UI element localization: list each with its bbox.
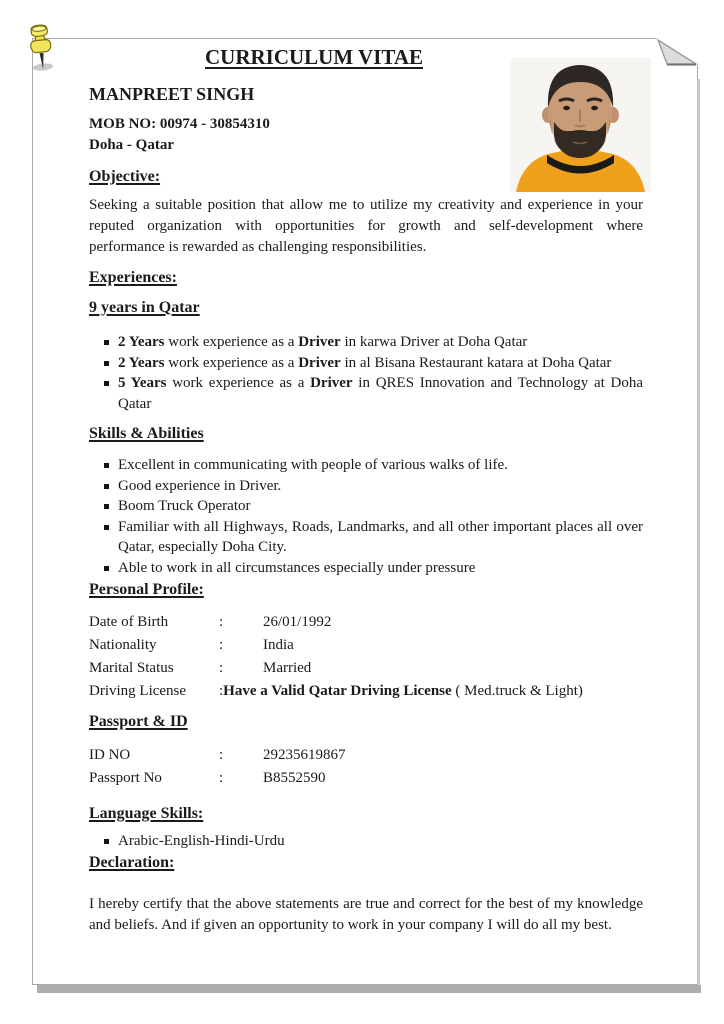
experience-years: 2 Years xyxy=(118,354,165,371)
skills-heading: Skills & Abilities xyxy=(89,425,204,442)
license-bold-text: Have a Valid Qatar Driving License xyxy=(223,683,452,699)
profile-value: 26/01/1992 xyxy=(263,614,332,630)
experience-role: Driver xyxy=(298,334,341,350)
profile-label: Nationality xyxy=(89,637,157,653)
profile-value: India xyxy=(263,637,294,653)
skill-item: Able to work in all circumstances especially under pressure xyxy=(104,558,643,579)
profile-colon: : xyxy=(219,637,224,653)
folded-corner-icon xyxy=(652,38,698,68)
license-note: ( Med.truck & Light) xyxy=(451,683,583,699)
passport-label: Passport No xyxy=(89,770,162,786)
language-item: Arabic-English-Hindi-Urdu xyxy=(104,831,643,851)
skills-list xyxy=(89,455,643,578)
profile-colon: : xyxy=(219,660,224,676)
pushpin-icon xyxy=(22,23,62,77)
profile-table xyxy=(89,611,643,703)
candidate-name: MANPREET SINGH xyxy=(89,84,255,104)
experience-text: work experience as a xyxy=(164,334,299,350)
driving-license-value xyxy=(219,680,643,703)
language-skills-heading: Language Skills: xyxy=(89,805,204,822)
experience-years: 2 Years xyxy=(118,334,165,350)
experience-role: Driver xyxy=(310,375,353,391)
experience-list xyxy=(89,332,643,414)
mobile-number: MOB NO: 00974 - 30854310 xyxy=(89,116,270,132)
language-list xyxy=(89,831,643,851)
passport-colon: : xyxy=(219,770,224,786)
profile-row xyxy=(89,657,643,680)
passport-heading: Passport & ID xyxy=(89,713,188,730)
cv-content xyxy=(89,45,643,936)
skill-item: Boom Truck Operator xyxy=(104,496,643,517)
experience-duration-heading: 9 years in Qatar xyxy=(89,299,200,316)
personal-profile-heading: Personal Profile: xyxy=(89,581,204,598)
experience-item xyxy=(104,373,643,414)
passport-label: ID NO xyxy=(89,747,131,763)
experience-text: in karwa Driver at Doha Qatar xyxy=(340,334,528,350)
passport-value: 29235619867 xyxy=(263,747,346,763)
skill-item: Good experience in Driver. xyxy=(104,476,643,497)
passport-row xyxy=(89,744,643,767)
declaration-text: I hereby certify that the above statements are true and correct for the best of my knowledge and beliefs. And if given an opportunity to work in your company I will do all my best. xyxy=(89,896,643,933)
profile-row xyxy=(89,634,643,657)
profile-colon: : xyxy=(219,614,224,630)
experience-item xyxy=(104,353,643,374)
experience-text: in QRES Innovation and Technology at Doha Qatar xyxy=(118,375,643,412)
profile-label: Marital Status xyxy=(89,660,174,676)
page-title: CURRICULUM VITAE xyxy=(205,45,423,69)
experience-text: work experience as a xyxy=(164,354,299,371)
experience-item xyxy=(104,332,643,353)
location-text: Doha - Qatar xyxy=(89,137,174,153)
driving-license-row xyxy=(89,680,643,703)
experience-text: in al Bisana Restaurant katara at Doha Qatar xyxy=(340,354,612,371)
objective-text: Seeking a suitable position that allow me to utilize my creativity and experience in your reputed organization with opportunities for growth and self-development where performance is rewarded as challenging responsibilities. xyxy=(89,197,643,255)
profile-label: Driving License xyxy=(89,683,187,699)
declaration-heading: Declaration: xyxy=(89,854,175,871)
profile-row xyxy=(89,611,643,634)
skill-item: Familiar with all Highways, Roads, Landmarks, and all other important places all over Qatar, especially Doha City. xyxy=(104,517,643,558)
experience-years: 5 Years xyxy=(118,375,167,391)
passport-row xyxy=(89,767,643,790)
profile-colon: : xyxy=(219,683,224,699)
experience-role: Driver xyxy=(298,354,341,371)
passport-colon: : xyxy=(219,747,224,763)
profile-label: Date of Birth xyxy=(89,614,169,630)
passport-value: B8552590 xyxy=(263,770,326,786)
cv-page xyxy=(32,38,698,985)
page-side-shadow xyxy=(697,79,700,986)
profile-value: Married xyxy=(263,660,312,676)
experiences-heading: Experiences: xyxy=(89,269,177,286)
passport-table xyxy=(89,744,643,790)
experience-text: work experience as a xyxy=(166,375,311,391)
objective-heading: Objective: xyxy=(89,168,161,185)
skill-item: Excellent in communicating with people of various walks of life. xyxy=(104,455,643,476)
